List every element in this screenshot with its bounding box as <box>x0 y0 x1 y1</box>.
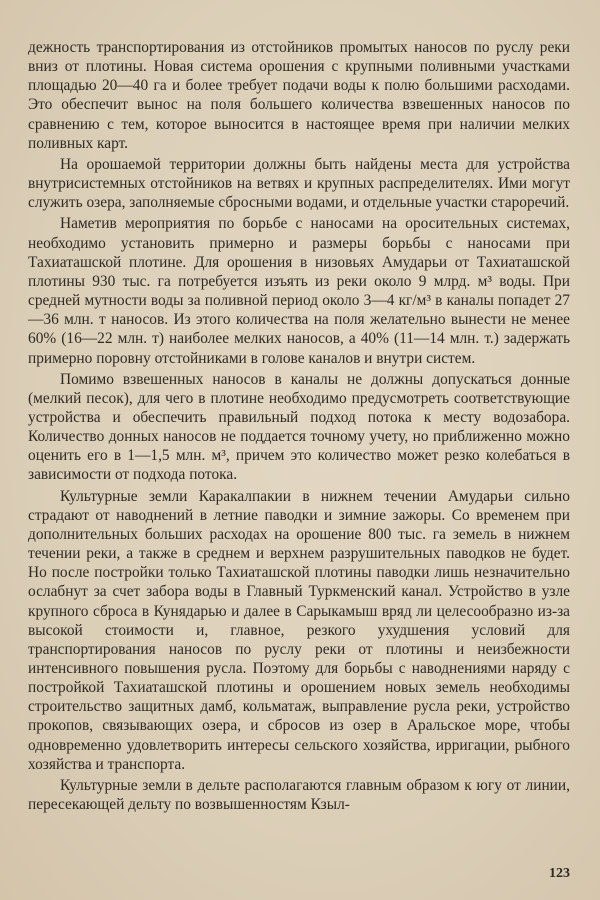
paragraph-continued: дежность транспортирования из отстойников промытых наносов по руслу реки вниз от плотины. Новая система орошения с крупными поливными участками площадью 20—40 га и более требует подачи воды к полю большими расходами. Это обеспечит вынос на поля большего количества взвешенных наносов по сравнению с тем, которое выносится в настоящее время при наличии мелких поливных карт. <box>28 39 570 152</box>
paragraph: Культурные земли в дельте располагаются главным образом к югу от линии, пересекающей дельту по возвышенностям Кзыл- <box>28 776 570 814</box>
paragraph: Помимо взвешенных наносов в каналы не должны допускаться донные (мелкий песок), для чего в плотине необходимо предусмотреть соответствующие устройства и обеспечить правильный подход потока к месту водозабора. Количество донных наносов не поддается точному учету, но приближенно можно оценить его в 1—1,5 млн. м³, причем это количество может резко колебаться в зависимости от подхода потока. <box>28 370 570 484</box>
paragraph: На орошаемой территории должны быть найдены места для устройства внутрисистемных отстойников на ветвях и крупных распределителях. Ими могут служить озера, заполняемые сбросными водами, и отдельные участки староречий. <box>28 155 570 212</box>
page-number: 123 <box>549 866 570 881</box>
paragraph: Наметив мероприятия по борьбе с наносами на оросительных системах, необходимо установить примерно и размеры борьбы с наносами при Тахиаташской плотине. Для орошения в низовьях Амударьи от Тахиаташской плотины 930 тыс. га потребуется изъять из реки около 9 млрд. м³ воды. При средней мутности воды за поливной период около 3—4 кг/м³ в каналы попадет 27—36 млн. т наносов. Из этого количества на поля желательно вынести не менее 60% (16—22 млн. т) наиболее мелких наносов, а 40% (11—14 млн. т.) задержать примерно поровну отстойниками в голове каналов и внутри систем. <box>28 215 570 367</box>
body-text <box>28 38 570 814</box>
paragraph: Культурные земли Каракалпакии в нижнем течении Амударьи сильно страдают от наводнений в летние паводки и зимние зажоры. Со временем при дополнительных больших расходах на орошение 800 тыс. га земель в нижнем течении реки, а также в среднем и верхнем разрушительных паводков не будет. Но после постройки только Тахиаташской плотины паводки лишь незначительно ослабнут за счет забора воды в Главный Туркменский канал. Устройство в узле крупного сброса в Кунядарью и далее в Сарыкамыш вряд ли целесообразно из-за высокой стоимости и, главное, резкого ухудшения условий для транспортирования наносов по руслу реки от плотины и неизбежности интенсивного повышения русла. Поэтому для борьбы с наводнениями наряду с постройкой Тахиаташской плотины и орошением новых земель необходимы строительство защитных дамб, кольматаж, выправление русла реки, устройство прокопов, связывающих озера, и сбросов из озер в Аральское море, чтобы одновременно удовлетворить интересы сельского хозяйства, ирригации, рыбного хозяйства и транспорта. <box>28 487 570 773</box>
